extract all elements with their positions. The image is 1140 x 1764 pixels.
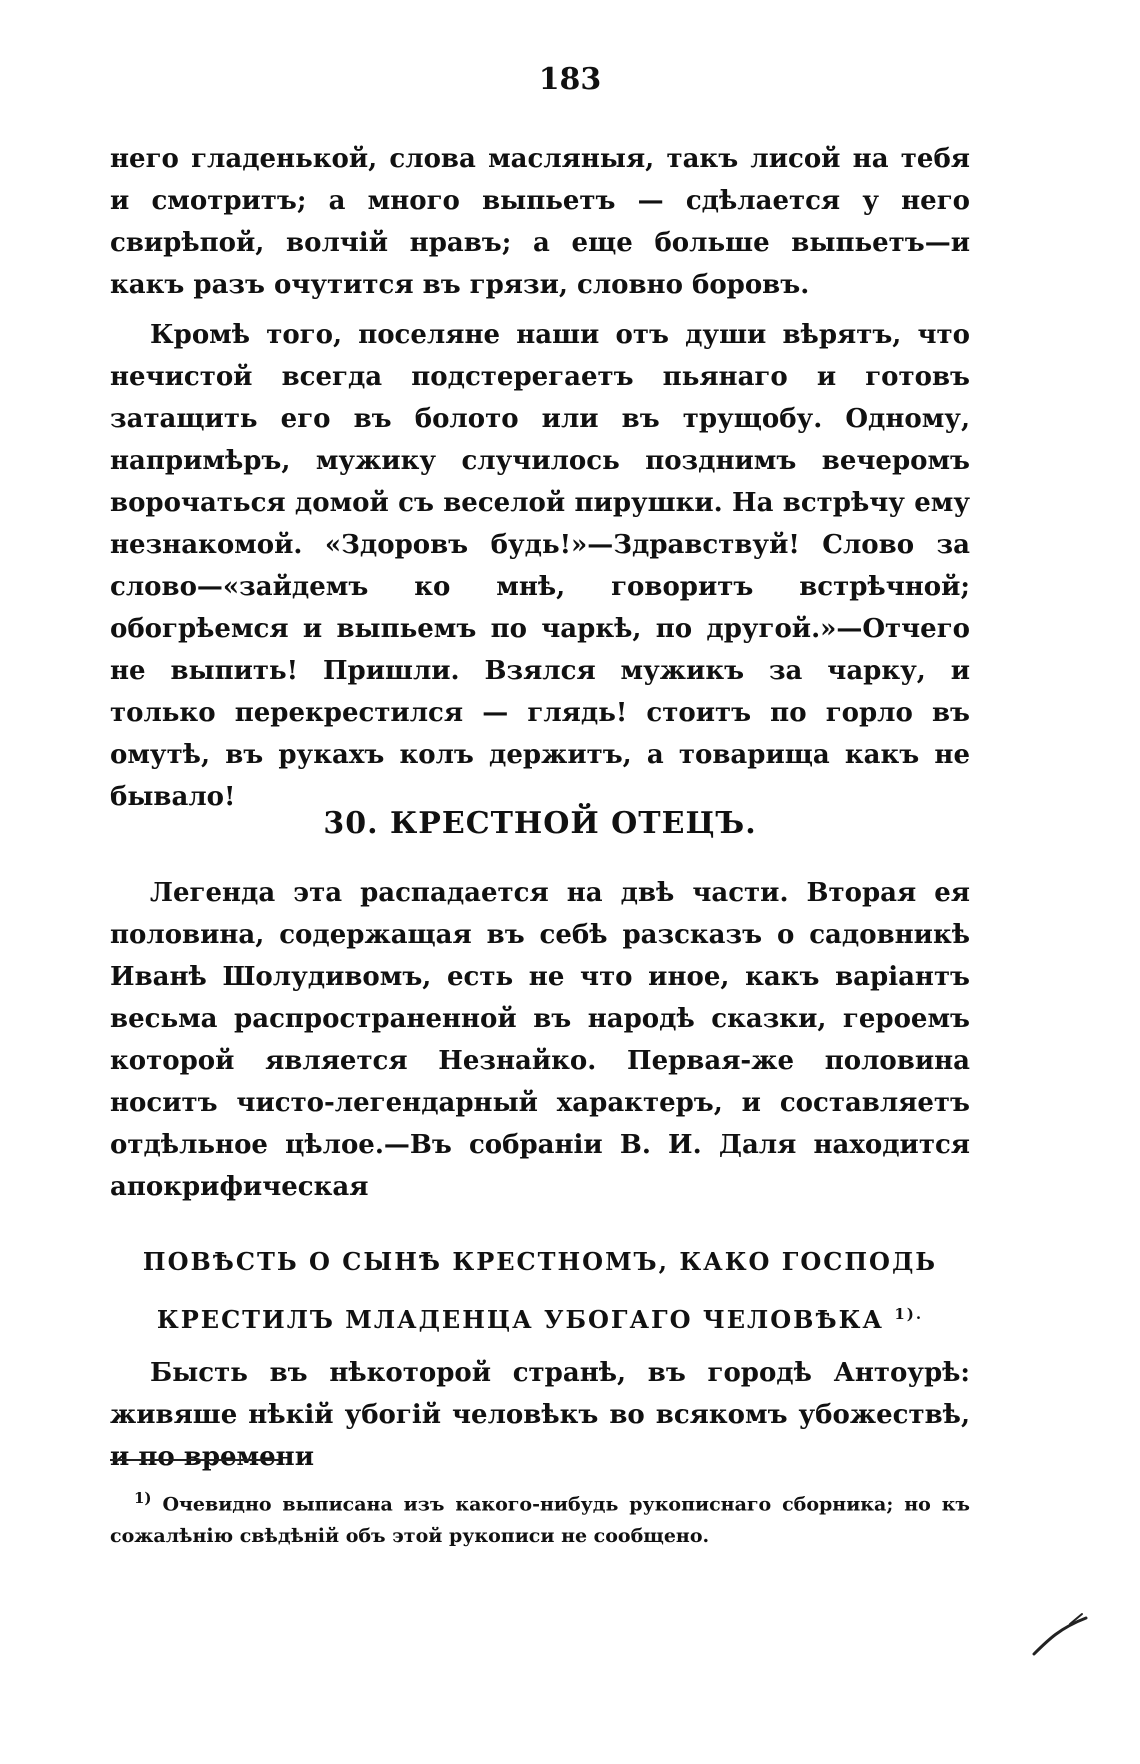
footnote [110,1482,970,1552]
footnote-reference: 1). [894,1305,924,1323]
paragraph-folk-belief: Кромѣ того, поселяне наши отъ души вѣрятъ, что нечистой всегда подстерегаетъ пьянаго и готовъ затащить его въ болото или въ трущобу. Одному, напримѣръ, мужику случилось позднимъ вечеромъ ворочаться домой съ веселой пирушки. На встрѣчу ему незнакомой. «Здоровъ будь!»—Здравствуй! Слово за слово—«зайдемъ ко мнѣ, говоритъ встрѣчной; обогрѣемся и выпьемъ по чаркѣ, по другой.»—Отчего не выпить! Пришли. Взялся мужикъ за чарку, и только перекрестился — глядь! стоитъ по горло въ омутѣ, въ рукахъ колъ держитъ, а товарища какъ не бывало! [110,320,970,812]
story-subtitle [110,1236,970,1346]
footnote-text: Очевидно выписана изъ какого-нибудь рукописнаго сборника; но къ сожалѣнію свѣдѣній объ этой рукописи не сообщено. [110,1493,971,1548]
footnote-divider [110,1459,280,1461]
paragraph-continuation: него гладенькой, слова масляныя, такъ лисой на тебя и смотритъ; а много выпьетъ — сдѣлается у него свирѣпой, волчій нравъ; а еще больше выпьетъ—и какъ разъ очутится въ грязи, словно боровъ. [110,144,970,300]
paragraph-legend-intro: Легенда эта распадается на двѣ части. Вторая ея половина, содержащая въ себѣ разсказъ о садовникѣ Иванѣ Шолудивомъ, есть не что иное, какъ варіантъ весьма распространенной въ народѣ сказки, героемъ которой является Незнайко. Первая-же половина носитъ чисто-легендарный характеръ, и составляетъ отдѣльное цѣлое.—Въ собраніи В. И. Даля находится апокрифическая [110,878,970,1202]
section-heading: 30. КРЕСТНОЙ ОТЕЦЪ. [323,806,757,841]
paragraph-story-start: Бысть въ нѣкоторой странѣ, въ городѣ Антоурѣ: живяше нѣкій убогій человѣкъ во всякомъ убожествѣ, и по времени [110,1358,970,1472]
pen-mark-icon [1030,1610,1090,1660]
story-subtitle-text: ПОВѢСТЬ О СЫНѢ КРЕСТНОМЪ, КАКО ГОСПОДЬ КРЕСТИЛЪ МЛАДЕНЦА УБОГАГО ЧЕЛОВѢКА [142,1247,938,1334]
footnote-mark: 1) [134,1489,152,1507]
page-number: 183 [538,62,602,97]
